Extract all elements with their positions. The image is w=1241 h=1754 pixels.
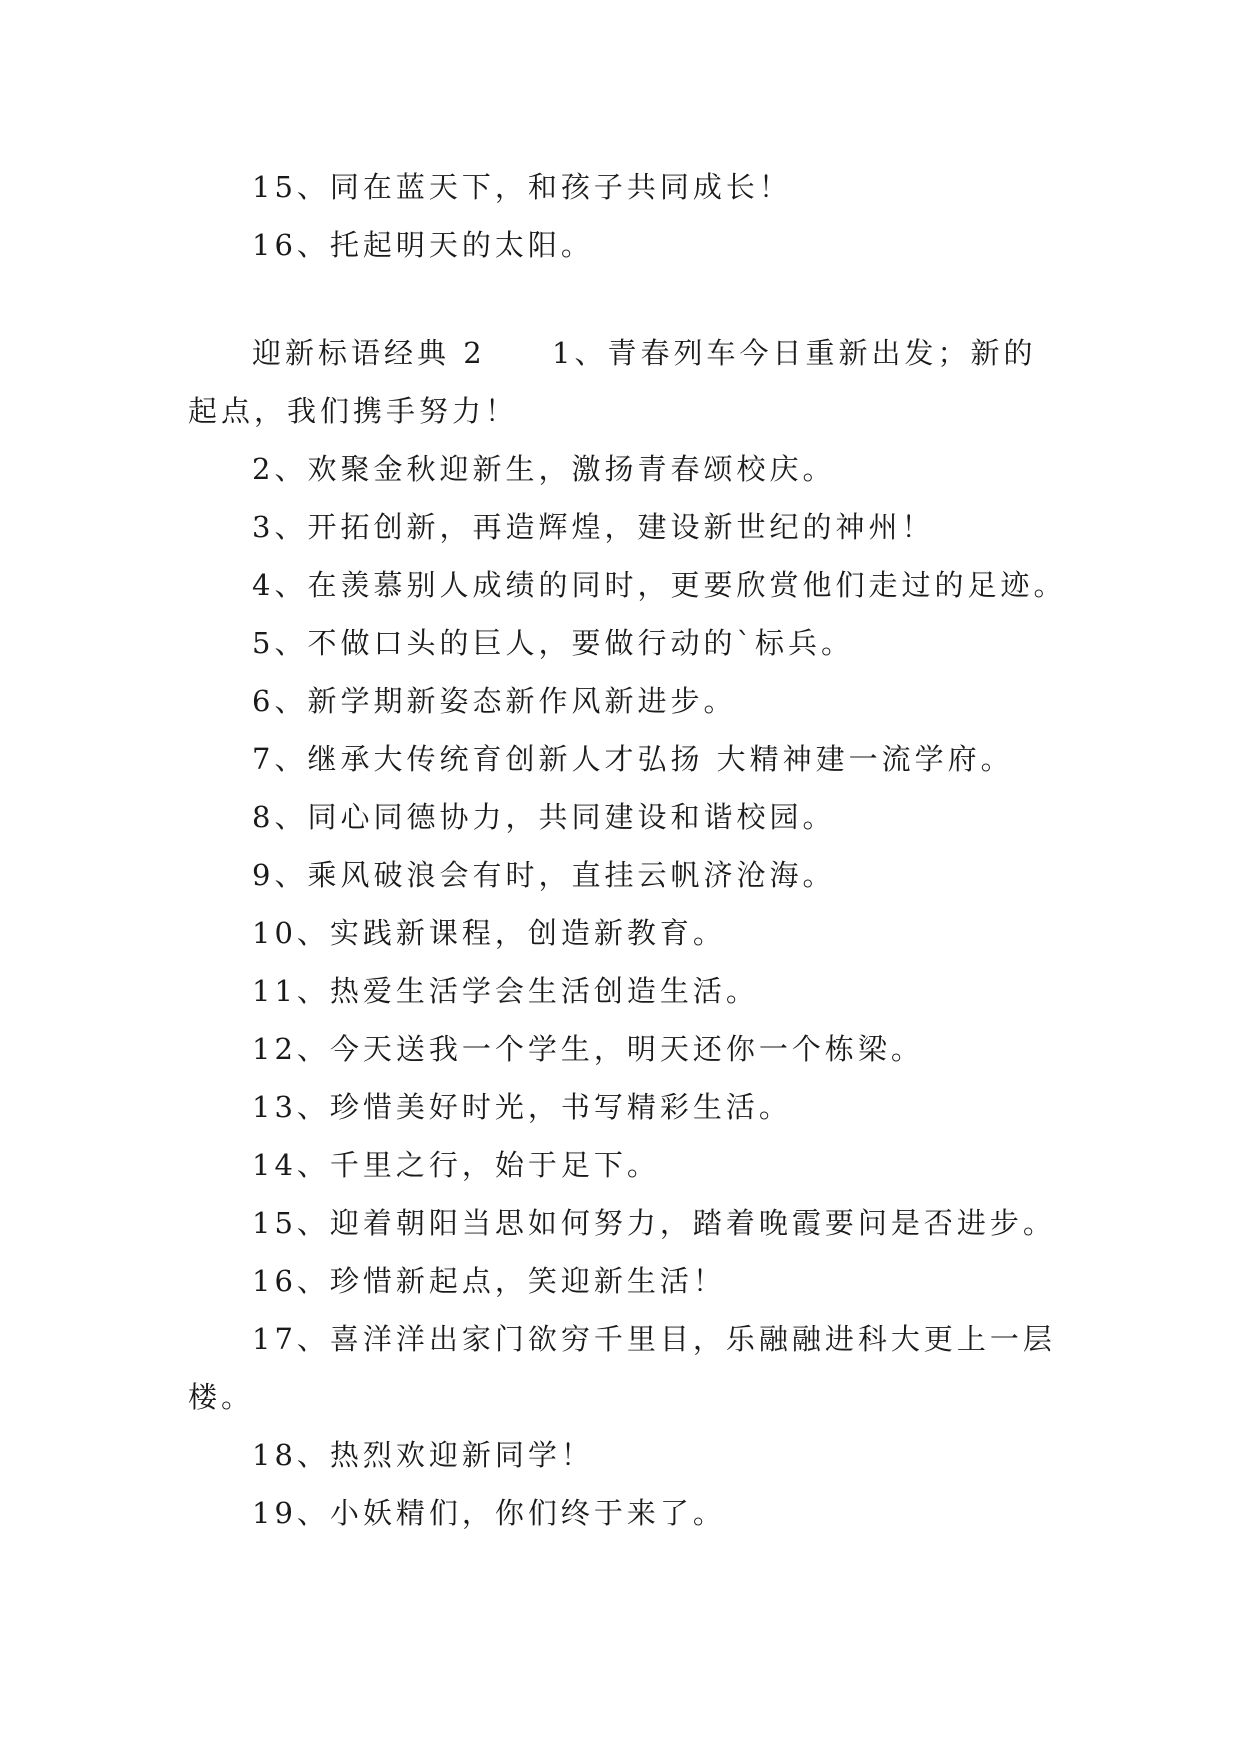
list-item: 1、青春列车今日重新出发；新的起点，我们携手努力！ (188, 336, 1037, 428)
list-item: 16、托起明天的太阳。 (252, 228, 594, 262)
list-item: 17、喜洋洋出家门欲穷千里目，乐融融进科大更上一层楼。 (188, 1322, 1056, 1414)
list-item: 12、今天送我一个学生，明天还你一个栋梁。 (252, 1032, 924, 1066)
list-item: 14、千里之行，始于足下。 (252, 1148, 660, 1182)
list-item: 19、小妖精们，你们终于来了。 (252, 1496, 726, 1530)
list-item: 5、不做口头的巨人，要做行动的`标兵。 (252, 626, 854, 660)
list-item: 11、热爱生活学会生活创造生活。 (252, 974, 759, 1008)
list-item: 13、珍惜美好时光，书写精彩生活。 (252, 1090, 792, 1124)
document-body (188, 158, 1068, 1542)
list-item: 4、在羡慕别人成绩的同时，更要欣赏他们走过的足迹。 (252, 568, 1067, 602)
list-item: 2、欢聚金秋迎新生，激扬青春颂校庆。 (252, 452, 836, 486)
list-item: 7、继承大传统育创新人才弘扬 大精神建一流学府。 (252, 742, 1014, 776)
list-item: 15、同在蓝天下，和孩子共同成长！ (252, 170, 792, 204)
list-item: 18、热烈欢迎新同学！ (252, 1438, 594, 1472)
list-item: 9、乘风破浪会有时，直挂云帆济沧海。 (252, 858, 836, 892)
section-paragraph (188, 324, 1068, 440)
list-item: 8、同心同德协力，共同建设和谐校园。 (252, 800, 836, 834)
list-item: 10、实践新课程，创造新教育。 (252, 916, 726, 950)
list-item: 15、迎着朝阳当思如何努力，踏着晚霞要问是否进步。 (252, 1206, 1056, 1240)
paragraph-gap (188, 274, 1068, 324)
list-item: 16、珍惜新起点，笑迎新生活！ (252, 1264, 726, 1298)
list-item: 6、新学期新姿态新作风新进步。 (252, 684, 737, 718)
list-item: 3、开拓创新，再造辉煌，建设新世纪的神州！ (252, 510, 935, 544)
section-title: 迎新标语经典 2 (252, 336, 486, 370)
